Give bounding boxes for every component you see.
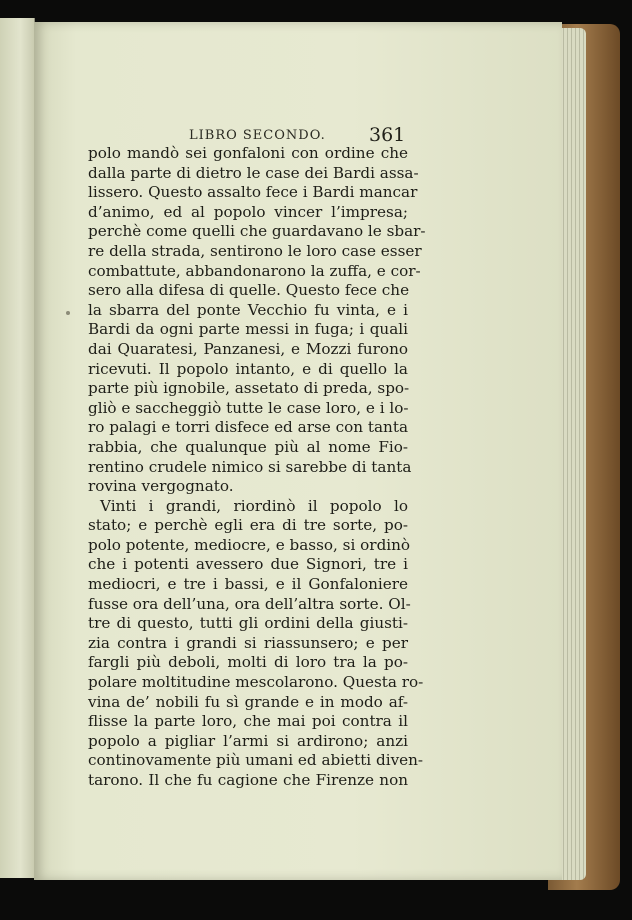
text-line: tarono. Il che fu cagione che Firenze non — [88, 771, 408, 789]
text-line: popolo a pigliar l’armi si ardirono; anzi — [88, 731, 408, 750]
text-line: tre di questo, tutti gli ordini della giusti- — [88, 614, 408, 633]
text-line: fargli più deboli, molti di loro tra la po- — [88, 653, 408, 672]
text-line: ricevuti. Il popolo intanto, e di quello la — [88, 359, 408, 378]
running-head — [34, 124, 562, 144]
text-line: re della strada, sentirono le loro case esser — [88, 241, 422, 260]
running-head-title: LIBRO SECONDO. — [189, 128, 326, 143]
paragraph-1 — [88, 144, 426, 497]
text-line: rentino crudele nimico si sarebbe di tanta — [88, 457, 412, 476]
text-line: stato; e perchè egli era di tre sorte, po- — [88, 516, 408, 535]
text-line: dalla parte di dietro le case dei Bardi assa- — [88, 163, 419, 182]
text-line: lissero. Questo assalto fece i Bardi mancar — [88, 183, 418, 202]
text-line: che i potenti avessero due Signori, tre i — [88, 555, 408, 574]
ink-smudge — [66, 311, 70, 315]
facing-page-edge — [0, 18, 35, 878]
text-line: d’animo, ed al popolo vincer l’impresa; — [88, 202, 408, 221]
text-line: Vinti i grandi, riordinò il popolo lo — [100, 496, 408, 515]
text-line: combattute, abbandonarono la zuffa, e cor- — [88, 261, 421, 280]
text-line: zia contra i grandi si riassunsero; e per — [88, 633, 408, 652]
text-line: parte più ignobile, assetato di preda, spo- — [88, 379, 410, 398]
text-line: continovamente più umani ed abietti diven- — [88, 751, 424, 770]
text-line: vina de’ nobili fu sì grande e in modo af- — [88, 692, 408, 711]
paragraph-2 — [88, 496, 424, 791]
text-line: rabbia, che qualunque più al nome Fio- — [88, 437, 408, 456]
text-line: la sbarra del ponte Vecchio fu vinta, e i — [88, 300, 408, 319]
text-line: polare moltitudine mescolarono. Questa ro- — [88, 673, 424, 692]
text-line: sero alla difesa di quelle. Questo fece che — [88, 281, 410, 300]
text-line: flisse la parte loro, che mai poi contra il — [88, 712, 408, 731]
text-line: mediocri, e tre i bassi, e il Gonfaloniere — [88, 575, 408, 594]
text-line: polo mandò sei gonfaloni con ordine che — [88, 144, 408, 162]
text-line: polo potente, mediocre, e basso, si ordinò — [88, 535, 411, 554]
text-line: Bardi da ogni parte messi in fuga; i quali — [88, 320, 408, 339]
text-line: gliò e saccheggiò tutte le case loro, e i lo- — [88, 398, 409, 417]
text-line: fusse ora dell’una, ora dell’altra sorte. Ol- — [88, 594, 411, 613]
body-text — [88, 144, 426, 791]
text-line: ro palagi e torri disfece ed arse con tanta — [88, 418, 408, 437]
text-line: rovina vergognato. — [88, 477, 234, 496]
text-line: dai Quaratesi, Panzanesi, e Mozzi furono — [88, 339, 408, 358]
page-number: 361 — [369, 124, 406, 146]
text-line: perchè come quelli che guardavano le sbar- — [88, 222, 426, 241]
